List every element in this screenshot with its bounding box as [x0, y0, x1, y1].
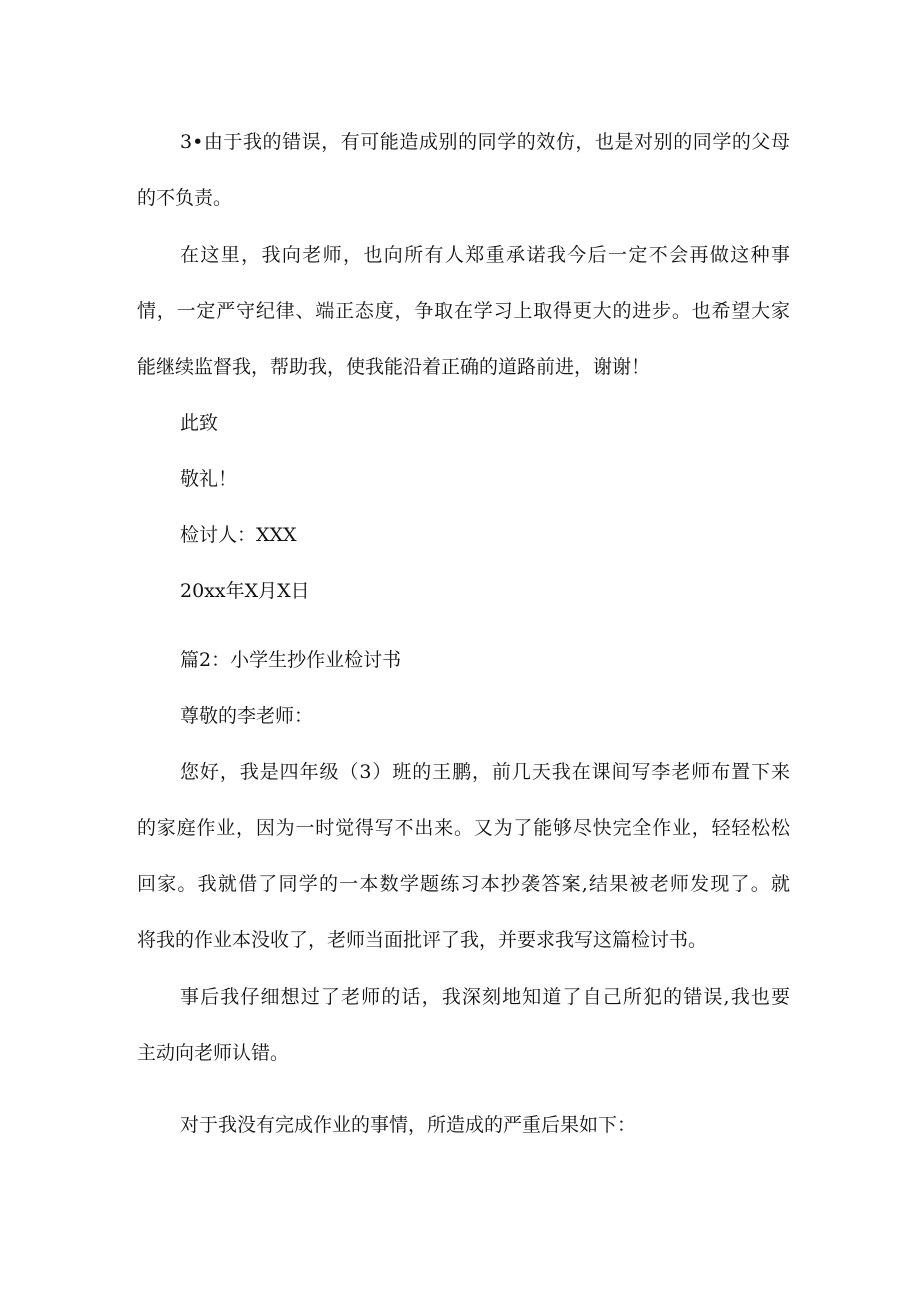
paragraph-line: 事后我仔细想过了老师的话，我深刻地知道了自己所犯的错误,我也要: [180, 986, 790, 1008]
paragraph-line: 对于我没有完成作业的事情，所造成的严重后果如下：: [180, 1114, 637, 1136]
salutation-line: 此致: [180, 412, 219, 434]
date-line: 20xx年X月X日: [180, 580, 310, 602]
paragraph-line: 3•由于我的错误，有可能造成别的同学的效仿，也是对别的同学的父母: [180, 131, 790, 153]
section-heading: 篇2：小学生抄作业检讨书: [180, 649, 402, 671]
paragraph-line: 的不负责。: [137, 187, 233, 209]
greeting-line: 尊敬的李老师：: [180, 705, 314, 727]
paragraph-line: 您好，我是四年级（3）班的王鹏，前几天我在课间写李老师布置下来: [180, 761, 790, 783]
paragraph-line: 在这里，我向老师，也向所有人郑重承诺我今后一定不会再做这种事: [180, 244, 790, 266]
signature-line: 检讨人：XXX: [180, 524, 297, 546]
paragraph-line: 的家庭作业，因为一时觉得写不出来。又为了能够尽快完全作业，轻轻松松: [137, 817, 790, 839]
paragraph-line: 将我的作业本没收了，老师当面批评了我，并要求我写这篇检讨书。: [137, 929, 708, 951]
paragraph-line: 能继续监督我，帮助我，使我能沿着正确的道路前进，谢谢！: [137, 356, 651, 378]
salutation-line: 敬礼！: [180, 468, 238, 490]
paragraph-line: 回家。我就借了同学的一本数学题练习本抄袭答案,结果被老师发现了。就: [137, 873, 790, 895]
paragraph-line: 主动向老师认错。: [137, 1042, 290, 1064]
paragraph-line: 情，一定严守纪律、端正态度，争取在学习上取得更大的进步。也希望大家: [137, 300, 790, 322]
